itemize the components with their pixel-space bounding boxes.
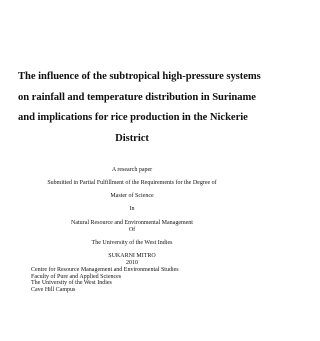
document-title	[18, 67, 261, 149]
title-line: District	[115, 132, 149, 144]
field-of-study: Natural Resource and Environmental Management	[71, 220, 193, 226]
degree-name: Master of Science	[110, 193, 154, 199]
submission-statement: Submitted in Partial Fulfillment of the Requirements for the Degree of	[47, 180, 217, 186]
year: 2010	[126, 260, 138, 266]
institution-address	[31, 267, 179, 294]
paper-type: A research paper	[111, 167, 153, 173]
title-line: on rainfall and temperature distribution in Suriname	[18, 91, 256, 103]
author-name: SUKARNI MITRO	[108, 253, 156, 259]
title-line: and implications for rice production in the Nickerie	[18, 112, 248, 124]
address-line: Faculty of Pure and Applied Sciences	[31, 273, 122, 280]
address-line: The University of the West Indies	[31, 280, 112, 287]
address-line: Cave Hill Campus	[31, 287, 76, 294]
university-name: The University of the West Indies	[91, 240, 173, 246]
in-label: In	[129, 206, 135, 212]
title-line: The influence of the subtropical high-pressure systems	[18, 71, 261, 82]
of-label: Of	[128, 227, 136, 233]
address-line: Centre for Resource Management and Environmental Studies	[31, 267, 179, 273]
